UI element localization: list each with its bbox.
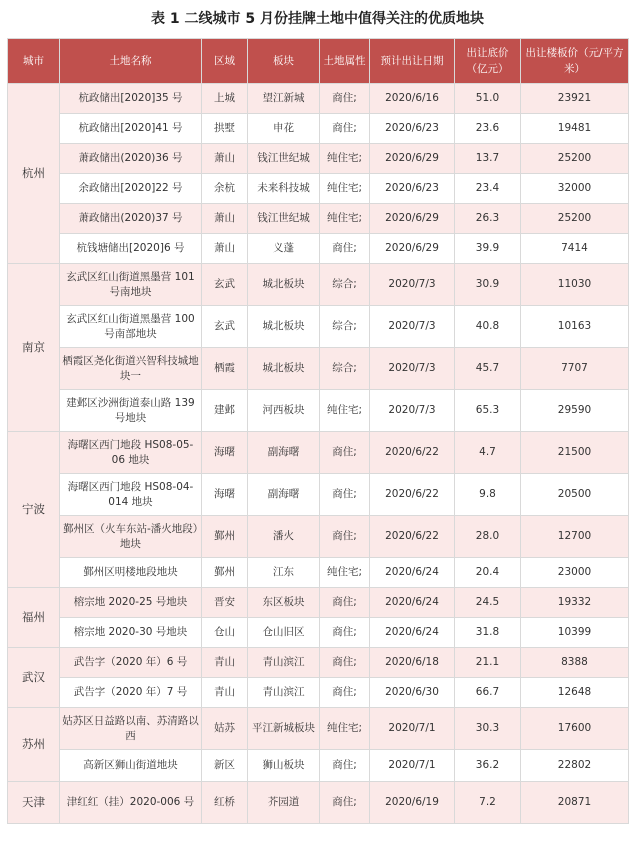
area-cell: 仓山	[202, 618, 248, 648]
date-cell: 2020/6/24	[370, 558, 455, 588]
base-price-cell: 51.0	[455, 84, 521, 114]
header-city: 城市	[8, 39, 60, 84]
table-row	[8, 174, 629, 204]
land-attr-cell: 商住;	[320, 474, 370, 516]
area-cell: 玄武	[202, 306, 248, 348]
floor-price-cell: 19481	[521, 114, 629, 144]
city-cell: 武汉	[8, 648, 60, 708]
header-block: 板块	[248, 39, 320, 84]
area-cell: 建邺	[202, 390, 248, 432]
table-row	[8, 84, 629, 114]
table-title: 表 1 二线城市 5 月份挂牌土地中值得关注的优质地块	[151, 11, 484, 27]
land-attr-cell: 商住;	[320, 750, 370, 782]
block-cell: 河西板块	[248, 390, 320, 432]
floor-price-cell: 23000	[521, 558, 629, 588]
base-price-cell: 13.7	[455, 144, 521, 174]
land-name-cell: 榕宗地 2020-25 号地块	[60, 588, 202, 618]
table-row	[8, 516, 629, 558]
base-price-cell: 23.6	[455, 114, 521, 144]
date-cell: 2020/7/1	[370, 750, 455, 782]
land-attr-cell: 商住;	[320, 114, 370, 144]
land-attr-cell: 纯住宅;	[320, 390, 370, 432]
land-name-cell: 萧政储出(2020)37 号	[60, 204, 202, 234]
land-attr-cell: 商住;	[320, 648, 370, 678]
land-attr-cell: 商住;	[320, 618, 370, 648]
date-cell: 2020/6/29	[370, 234, 455, 264]
area-cell: 新区	[202, 750, 248, 782]
city-cell: 南京	[8, 264, 60, 432]
block-cell: 城北板块	[248, 264, 320, 306]
area-cell: 海曙	[202, 432, 248, 474]
base-price-cell: 7.2	[455, 782, 521, 824]
base-price-cell: 30.9	[455, 264, 521, 306]
base-price-cell: 26.3	[455, 204, 521, 234]
land-name-cell: 建邺区沙洲街道泰山路 139 号地块	[60, 390, 202, 432]
date-cell: 2020/6/19	[370, 782, 455, 824]
land-attr-cell: 商住;	[320, 678, 370, 708]
block-cell: 青山滨江	[248, 648, 320, 678]
floor-price-cell: 17600	[521, 708, 629, 750]
header-date: 预计出让日期	[370, 39, 455, 84]
table-row	[8, 558, 629, 588]
area-cell: 海曙	[202, 474, 248, 516]
base-price-cell: 21.1	[455, 648, 521, 678]
area-cell: 拱墅	[202, 114, 248, 144]
block-cell: 望江新城	[248, 84, 320, 114]
floor-price-cell: 23921	[521, 84, 629, 114]
land-name-cell: 杭政储出[2020]41 号	[60, 114, 202, 144]
header-area: 区域	[202, 39, 248, 84]
area-cell: 红桥	[202, 782, 248, 824]
city-cell: 福州	[8, 588, 60, 648]
date-cell: 2020/7/3	[370, 306, 455, 348]
floor-price-cell: 10163	[521, 306, 629, 348]
base-price-cell: 39.9	[455, 234, 521, 264]
area-cell: 萧山	[202, 204, 248, 234]
area-cell: 青山	[202, 678, 248, 708]
header-base-price: 出让底价（亿元）	[455, 39, 521, 84]
table-row	[8, 432, 629, 474]
land-name-cell: 余政储出[2020]22 号	[60, 174, 202, 204]
area-cell: 玄武	[202, 264, 248, 306]
table-row	[8, 348, 629, 390]
area-cell: 鄞州	[202, 516, 248, 558]
base-price-cell: 20.4	[455, 558, 521, 588]
city-cell: 天津	[8, 782, 60, 824]
floor-price-cell: 11030	[521, 264, 629, 306]
header-land-attr: 土地属性	[320, 39, 370, 84]
base-price-cell: 31.8	[455, 618, 521, 648]
floor-price-cell: 12700	[521, 516, 629, 558]
floor-price-cell: 20500	[521, 474, 629, 516]
date-cell: 2020/7/1	[370, 708, 455, 750]
city-cell: 苏州	[8, 708, 60, 782]
block-cell: 未来科技城	[248, 174, 320, 204]
land-attr-cell: 商住;	[320, 234, 370, 264]
land-name-cell: 杭政储出[2020]35 号	[60, 84, 202, 114]
floor-price-cell: 20871	[521, 782, 629, 824]
date-cell: 2020/6/16	[370, 84, 455, 114]
table-row	[8, 144, 629, 174]
block-cell: 申花	[248, 114, 320, 144]
land-attr-cell: 商住;	[320, 516, 370, 558]
base-price-cell: 36.2	[455, 750, 521, 782]
land-attr-cell: 综合;	[320, 264, 370, 306]
block-cell: 狮山板块	[248, 750, 320, 782]
land-name-cell: 栖霞区尧化街道兴智科技城地块一	[60, 348, 202, 390]
floor-price-cell: 12648	[521, 678, 629, 708]
land-name-cell: 海曙区西门地段 HS08-05-06 地块	[60, 432, 202, 474]
date-cell: 2020/6/23	[370, 114, 455, 144]
floor-price-cell: 8388	[521, 648, 629, 678]
floor-price-cell: 25200	[521, 204, 629, 234]
base-price-cell: 23.4	[455, 174, 521, 204]
floor-price-cell: 29590	[521, 390, 629, 432]
area-cell: 晋安	[202, 588, 248, 618]
table-row	[8, 678, 629, 708]
land-attr-cell: 商住;	[320, 84, 370, 114]
date-cell: 2020/7/3	[370, 390, 455, 432]
area-cell: 鄞州	[202, 558, 248, 588]
block-cell: 城北板块	[248, 348, 320, 390]
area-cell: 上城	[202, 84, 248, 114]
table-row	[8, 708, 629, 750]
land-name-cell: 杭钱塘储出[2020]6 号	[60, 234, 202, 264]
header-floor-price: 出让楼板价（元/平方米）	[521, 39, 629, 84]
table-row	[8, 782, 629, 824]
table-row	[8, 390, 629, 432]
floor-price-cell: 22802	[521, 750, 629, 782]
base-price-cell: 66.7	[455, 678, 521, 708]
date-cell: 2020/6/22	[370, 474, 455, 516]
area-cell: 萧山	[202, 234, 248, 264]
block-cell: 副海曙	[248, 474, 320, 516]
land-name-cell: 武告字（2020 年）7 号	[60, 678, 202, 708]
land-attr-cell: 纯住宅;	[320, 144, 370, 174]
header-land-name: 土地名称	[60, 39, 202, 84]
floor-price-cell: 21500	[521, 432, 629, 474]
land-attr-cell: 纯住宅;	[320, 558, 370, 588]
table-row	[8, 306, 629, 348]
base-price-cell: 28.0	[455, 516, 521, 558]
floor-price-cell: 25200	[521, 144, 629, 174]
date-cell: 2020/6/18	[370, 648, 455, 678]
block-cell: 芥园道	[248, 782, 320, 824]
land-attr-cell: 商住;	[320, 432, 370, 474]
area-cell: 青山	[202, 648, 248, 678]
base-price-cell: 24.5	[455, 588, 521, 618]
date-cell: 2020/6/23	[370, 174, 455, 204]
land-name-cell: 玄武区红山街道黑墨营 100 号南部地块	[60, 306, 202, 348]
block-cell: 江东	[248, 558, 320, 588]
land-name-cell: 鄞州区（火车东站-潘火地段）地块	[60, 516, 202, 558]
base-price-cell: 40.8	[455, 306, 521, 348]
land-name-cell: 玄武区红山街道黑墨营 101 号南地块	[60, 264, 202, 306]
area-cell: 姑苏	[202, 708, 248, 750]
date-cell: 2020/6/22	[370, 432, 455, 474]
floor-price-cell: 19332	[521, 588, 629, 618]
table-row	[8, 618, 629, 648]
table-row	[8, 750, 629, 782]
land-name-cell: 高新区狮山街道地块	[60, 750, 202, 782]
land-attr-cell: 纯住宅;	[320, 174, 370, 204]
base-price-cell: 9.8	[455, 474, 521, 516]
date-cell: 2020/6/29	[370, 204, 455, 234]
block-cell: 东区板块	[248, 588, 320, 618]
base-price-cell: 30.3	[455, 708, 521, 750]
city-cell: 宁波	[8, 432, 60, 588]
block-cell: 潘火	[248, 516, 320, 558]
base-price-cell: 65.3	[455, 390, 521, 432]
date-cell: 2020/6/22	[370, 516, 455, 558]
block-cell: 仓山旧区	[248, 618, 320, 648]
block-cell: 钱江世纪城	[248, 144, 320, 174]
block-cell: 城北板块	[248, 306, 320, 348]
land-attr-cell: 纯住宅;	[320, 204, 370, 234]
land-name-cell: 榕宗地 2020-30 号地块	[60, 618, 202, 648]
date-cell: 2020/7/3	[370, 264, 455, 306]
area-cell: 萧山	[202, 144, 248, 174]
block-cell: 青山滨江	[248, 678, 320, 708]
land-name-cell: 海曙区西门地段 HS08-04-014 地块	[60, 474, 202, 516]
table-body	[8, 84, 629, 824]
date-cell: 2020/6/30	[370, 678, 455, 708]
date-cell: 2020/6/24	[370, 618, 455, 648]
block-cell: 义蓬	[248, 234, 320, 264]
table-row	[8, 648, 629, 678]
land-name-cell: 萧政储出(2020)36 号	[60, 144, 202, 174]
block-cell: 副海曙	[248, 432, 320, 474]
area-cell: 栖霞	[202, 348, 248, 390]
block-cell: 钱江世纪城	[248, 204, 320, 234]
land-attr-cell: 商住;	[320, 782, 370, 824]
base-price-cell: 45.7	[455, 348, 521, 390]
land-table	[7, 38, 629, 824]
land-attr-cell: 综合;	[320, 306, 370, 348]
floor-price-cell: 32000	[521, 174, 629, 204]
floor-price-cell: 7707	[521, 348, 629, 390]
date-cell: 2020/7/3	[370, 348, 455, 390]
land-name-cell: 鄞州区明楼地段地块	[60, 558, 202, 588]
table-row	[8, 264, 629, 306]
table-row	[8, 588, 629, 618]
land-attr-cell: 纯住宅;	[320, 708, 370, 750]
area-cell: 余杭	[202, 174, 248, 204]
table-row	[8, 474, 629, 516]
floor-price-cell: 7414	[521, 234, 629, 264]
table-row	[8, 204, 629, 234]
block-cell: 平江新城板块	[248, 708, 320, 750]
land-name-cell: 武告字（2020 年）6 号	[60, 648, 202, 678]
date-cell: 2020/6/29	[370, 144, 455, 174]
floor-price-cell: 10399	[521, 618, 629, 648]
base-price-cell: 4.7	[455, 432, 521, 474]
city-cell: 杭州	[8, 84, 60, 264]
land-attr-cell: 商住;	[320, 588, 370, 618]
land-attr-cell: 综合;	[320, 348, 370, 390]
table-row	[8, 234, 629, 264]
date-cell: 2020/6/24	[370, 588, 455, 618]
header-row	[8, 39, 629, 84]
table-row	[8, 114, 629, 144]
land-name-cell: 津红红（挂）2020-006 号	[60, 782, 202, 824]
land-name-cell: 姑苏区日益路以南、苏清路以西	[60, 708, 202, 750]
